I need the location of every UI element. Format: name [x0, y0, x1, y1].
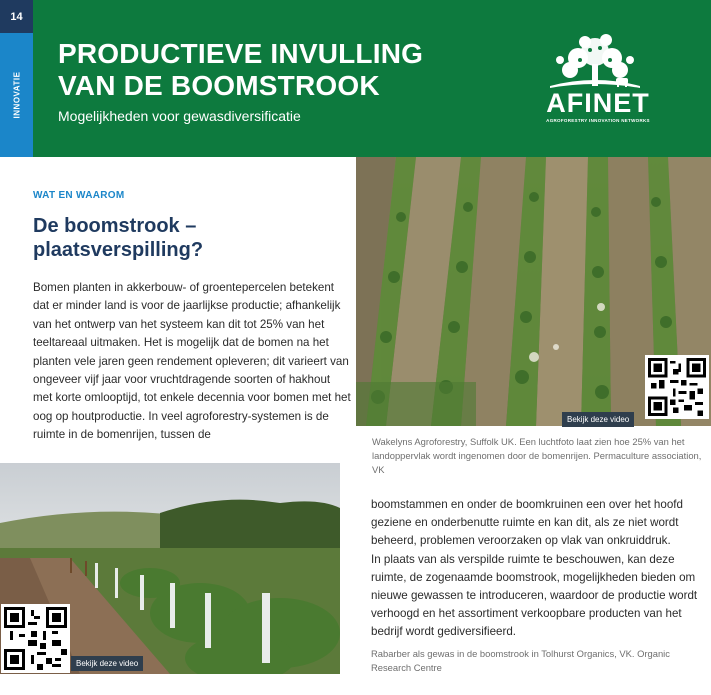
title-line-2: VAN DE BOOMSTROOK [58, 70, 380, 101]
body-paragraph-a: boomstammen en onder de boomkruinen een over het hoofd geziene en onderbenutte ruimte en kan dit, als ze niet wordt beheerd, problemen veroorzaken op vlak van onkruiddruk. [371, 498, 683, 548]
photo-caption-1: Wakelyns Agroforestry, Suffolk UK. Een luchtfoto laat zien hoe 25% van het landoppervlak wordt ingenomen door de bomenrijen. Permaculture association, VK [372, 436, 702, 475]
heading-line-1: De boomstrook – [33, 215, 197, 237]
logo-tagline: AGROFORESTRY INNOVATION NETWORKS [546, 118, 650, 123]
page-number: 14 [0, 0, 33, 33]
watch-video-link[interactable]: Bekijk deze video [562, 412, 634, 427]
side-tab-label: INNOVATIE [12, 71, 21, 119]
body-text-part-1: Bomen planten in akkerbouw- of groentepercelen betekent dat er minder land is voor de jaarlijkse productie; afhankelijk van het ontwerp van het systeem kan dit tot 25% van het teeltareaal uitmaken. Het is mogelijk dat de bomen na het planten vele jaren geen rendement opleveren; dit varieert van ongeveer vijf jaar voor vruchtdragende soorten of hakhout met korte omlooptijd, tot enkele decennia voor bomen met het oog op houtproductie. In veel agroforestry-systemen is de ruimte in de bomenrijen, tussen de [33, 281, 351, 442]
heading-line-2: plaatsverspilling? [33, 239, 204, 261]
photo-caption-2: Rabarber als gewas in de boomstrook in Tolhurst Organics, VK. Organic Research Centre [371, 648, 670, 673]
body-text-part-2 [371, 496, 701, 642]
page-subtitle: Mogelijkheden voor gewasdiversificatie [58, 108, 301, 124]
section-label: WAT EN WAAROM [33, 190, 125, 201]
watch-video-link[interactable]: Bekijk deze video [71, 656, 143, 671]
body-paragraph-b: In plaats van als verspilde ruimte te beschouwen, kan deze ruimte, de zogenaamde boomstrook, mogelijkheden bieden om nieuwe gewassen te introduceren, waardoor de productie wordt verhoogd en het assortiment verkoopbare producten van het bedrijf wordt gediversifieerd. [371, 552, 698, 639]
logo-wordmark: AFINET [546, 88, 650, 118]
section-heading [33, 214, 333, 262]
title-line-1: PRODUCTIEVE INVULLING [58, 38, 424, 69]
qr-code-icon[interactable] [1, 604, 70, 673]
qr-code-icon[interactable] [645, 355, 709, 419]
qr-pattern [4, 607, 67, 670]
section-side-tab [0, 33, 33, 157]
qr-pattern [648, 358, 706, 416]
page-title [58, 38, 498, 102]
